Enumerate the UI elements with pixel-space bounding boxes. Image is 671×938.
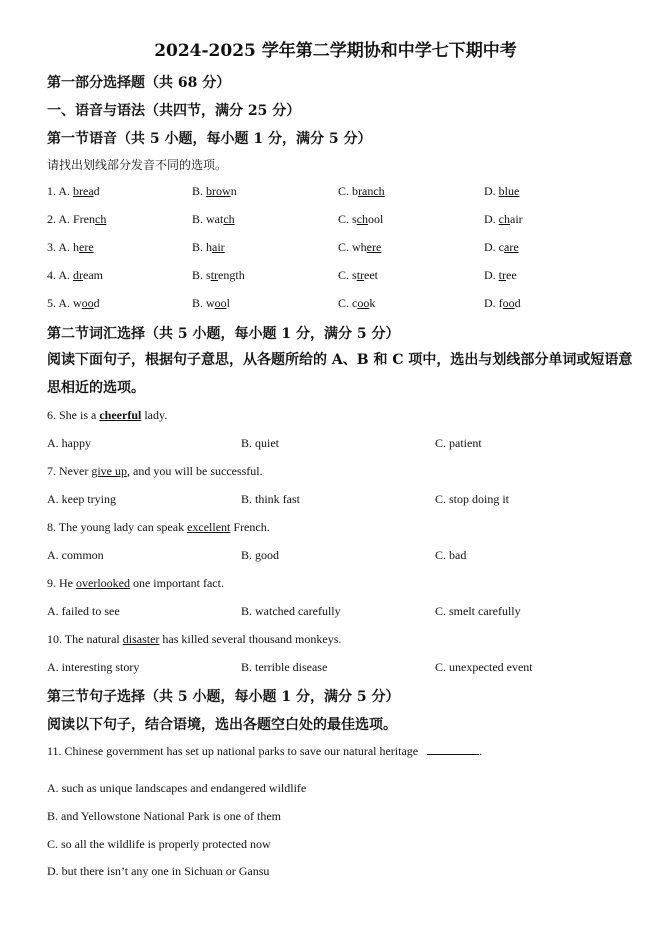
section-heading: 一、语音与语法（共四节，满分 25 分） <box>47 103 301 119</box>
option-text: B. wat <box>192 212 224 226</box>
phonetics-option <box>192 184 237 199</box>
option-text: 5. A. w <box>47 296 82 310</box>
vocab-option: C. bad <box>435 548 467 562</box>
underlined-word: excellent <box>187 520 231 534</box>
underlined-letters: oo <box>81 296 94 310</box>
vocab-option: A. happy <box>47 436 91 450</box>
sec2-heading: 第二节词汇选择（共 5 小题，每小题 1 分，满分 5 分） <box>47 326 400 342</box>
q11-option-c: C. so all the wildlife is properly protected now <box>47 837 271 851</box>
part-heading: 第一部分选择题（共 68 分） <box>47 75 231 91</box>
option-text: D. <box>484 184 499 198</box>
option-text: ool <box>368 212 384 226</box>
option-text: D. c <box>484 240 504 254</box>
exam-title: 2024-2025 学年第二学期协和中学七下期中考 <box>154 41 517 61</box>
phonetics-option <box>192 240 225 255</box>
phonetics-option <box>338 184 385 199</box>
question-11 <box>47 744 482 759</box>
underlined-letters: lue <box>504 184 520 198</box>
option-text: C. s <box>338 268 357 282</box>
underlined-letters: ch <box>95 212 107 226</box>
option-text: 4. A. <box>47 268 74 282</box>
phonetics-option <box>484 296 521 311</box>
phonetics-option <box>338 240 381 255</box>
option-text: l <box>226 296 231 310</box>
option-text: n <box>230 184 237 198</box>
sec3-heading: 第三节句子选择（共 5 小题，每小题 1 分，满分 5 分） <box>47 689 400 705</box>
vocab-option: A. interesting story <box>47 660 140 674</box>
underlined-letters: ranch <box>358 184 385 198</box>
underlined-letters: tr <box>356 268 365 282</box>
vocab-option: A. failed to see <box>47 604 120 618</box>
underlined-letters: ere <box>366 240 382 254</box>
vocab-option: C. smelt carefully <box>435 604 521 618</box>
question-11-text: 11. Chinese government has set up national parks to save our natural heritage <box>47 744 422 758</box>
q11-option-d: D. but there isn’t any one in Sichuan or Gansu <box>47 864 270 878</box>
question-text: , and you will be successful. <box>127 464 263 478</box>
sec1-heading: 第一节语音（共 5 小题，每小题 1 分，满分 5 分） <box>47 131 372 147</box>
question-text: one important fact. <box>129 576 224 590</box>
question-text: 7. Never <box>47 464 92 478</box>
phonetics-option <box>338 268 378 283</box>
q11-option-b: B. and Yellowstone National Park is one of them <box>47 809 281 823</box>
phonetics-option <box>484 268 517 283</box>
phonetics-option <box>338 212 383 227</box>
phonetics-option <box>484 184 519 199</box>
phonetics-option <box>47 212 106 227</box>
underlined-word: give up <box>91 464 127 478</box>
vocab-option: C. stop doing it <box>435 492 510 506</box>
option-text: d <box>514 296 521 310</box>
option-text: B. s <box>192 268 211 282</box>
vocab-question <box>47 632 341 647</box>
phonetics-option <box>192 296 230 311</box>
question-text: lady. <box>141 408 168 422</box>
phonetics-option <box>47 184 100 199</box>
option-text: B. <box>192 184 207 198</box>
phonetics-option <box>338 296 375 311</box>
option-text: air <box>510 212 523 226</box>
option-text: D. f <box>484 296 503 310</box>
vocab-question <box>47 464 263 479</box>
option-text: eet <box>364 268 379 282</box>
option-text: D. <box>484 268 499 282</box>
option-text: 2. A. Fren <box>47 212 95 226</box>
vocab-option: B. think fast <box>241 492 300 506</box>
answer-blank <box>427 744 479 755</box>
question-text: French. <box>230 520 270 534</box>
underlined-letters: rea <box>79 184 94 198</box>
question-11-end: . <box>479 744 483 758</box>
underlined-letters: ch <box>223 212 235 226</box>
option-text: C. b <box>338 184 359 198</box>
vocab-option: B. quiet <box>241 436 279 450</box>
underlined-letters: oo <box>357 296 370 310</box>
underlined-letters: dr <box>73 268 84 282</box>
vocab-question <box>47 576 224 591</box>
sec1-instruction: 请找出划线部分发音不同的选项。 <box>47 158 228 172</box>
option-text: 1. A. <box>47 184 74 198</box>
underlined-letters: row <box>212 184 231 198</box>
underlined-letters: b <box>73 184 80 198</box>
vocab-option: B. terrible disease <box>241 660 328 674</box>
phonetics-option <box>47 240 94 255</box>
underlined-letters: ch <box>356 212 369 226</box>
question-text: 9. He <box>47 576 76 590</box>
underlined-letters: tr <box>498 268 507 282</box>
vocab-option: A. keep trying <box>47 492 116 506</box>
underlined-letters: oo <box>214 296 227 310</box>
q11-option-a: A. such as unique landscapes and endangered wildlife <box>47 781 307 795</box>
option-text: ength <box>218 268 245 282</box>
option-text: d <box>93 296 100 310</box>
option-text: C. s <box>338 212 357 226</box>
underlined-letters: b <box>498 184 505 198</box>
vocab-option: C. unexpected event <box>435 660 533 674</box>
vocab-option: B. good <box>241 548 280 562</box>
underlined-word: disaster <box>122 632 160 646</box>
phonetics-option <box>192 212 235 227</box>
option-text: B. w <box>192 296 215 310</box>
option-text: D. <box>484 212 499 226</box>
question-text: has killed several thousand monkeys. <box>159 632 342 646</box>
vocab-option: A. common <box>47 548 104 562</box>
question-text: 8. The young lady can speak <box>47 520 188 534</box>
underlined-letters: air <box>212 240 225 254</box>
phonetics-option <box>484 240 519 255</box>
option-text: eam <box>83 268 104 282</box>
underlined-word: overlooked <box>76 576 130 590</box>
vocab-option: C. patient <box>435 436 482 450</box>
option-text: ee <box>506 268 517 282</box>
option-text: d <box>93 184 100 198</box>
vocab-question <box>47 520 270 535</box>
sec2-instruction: 阅读下面句子，根据句子意思，从各题所给的 A、B 和 C 项中，选出与划线部分单词或短语意思相近的选项。 <box>47 352 633 396</box>
option-text: B. h <box>192 240 213 254</box>
option-text: C. c <box>338 296 358 310</box>
underlined-letters: are <box>504 240 519 254</box>
underlined-letters: ch <box>498 212 510 226</box>
underlined-letters: tr <box>210 268 219 282</box>
option-text: 3. A. h <box>47 240 80 254</box>
option-text: C. wh <box>338 240 367 254</box>
phonetics-option <box>484 212 523 227</box>
question-text: 6. She is a <box>47 408 100 422</box>
vocab-question <box>47 408 167 423</box>
phonetics-option <box>47 268 103 283</box>
underlined-letters: b <box>206 184 213 198</box>
phonetics-option <box>47 296 100 311</box>
question-text: 10. The natural <box>47 632 123 646</box>
vocab-option: B. watched carefully <box>241 604 341 618</box>
underlined-letters: oo <box>502 296 515 310</box>
sec3-instruction: 阅读以下句子，结合语境，选出各题空白处的最佳选项。 <box>47 717 397 733</box>
underlined-word: cheerful <box>99 408 142 422</box>
option-text: k <box>369 296 376 310</box>
phonetics-option <box>192 268 245 283</box>
underlined-letters: ere <box>79 240 94 254</box>
